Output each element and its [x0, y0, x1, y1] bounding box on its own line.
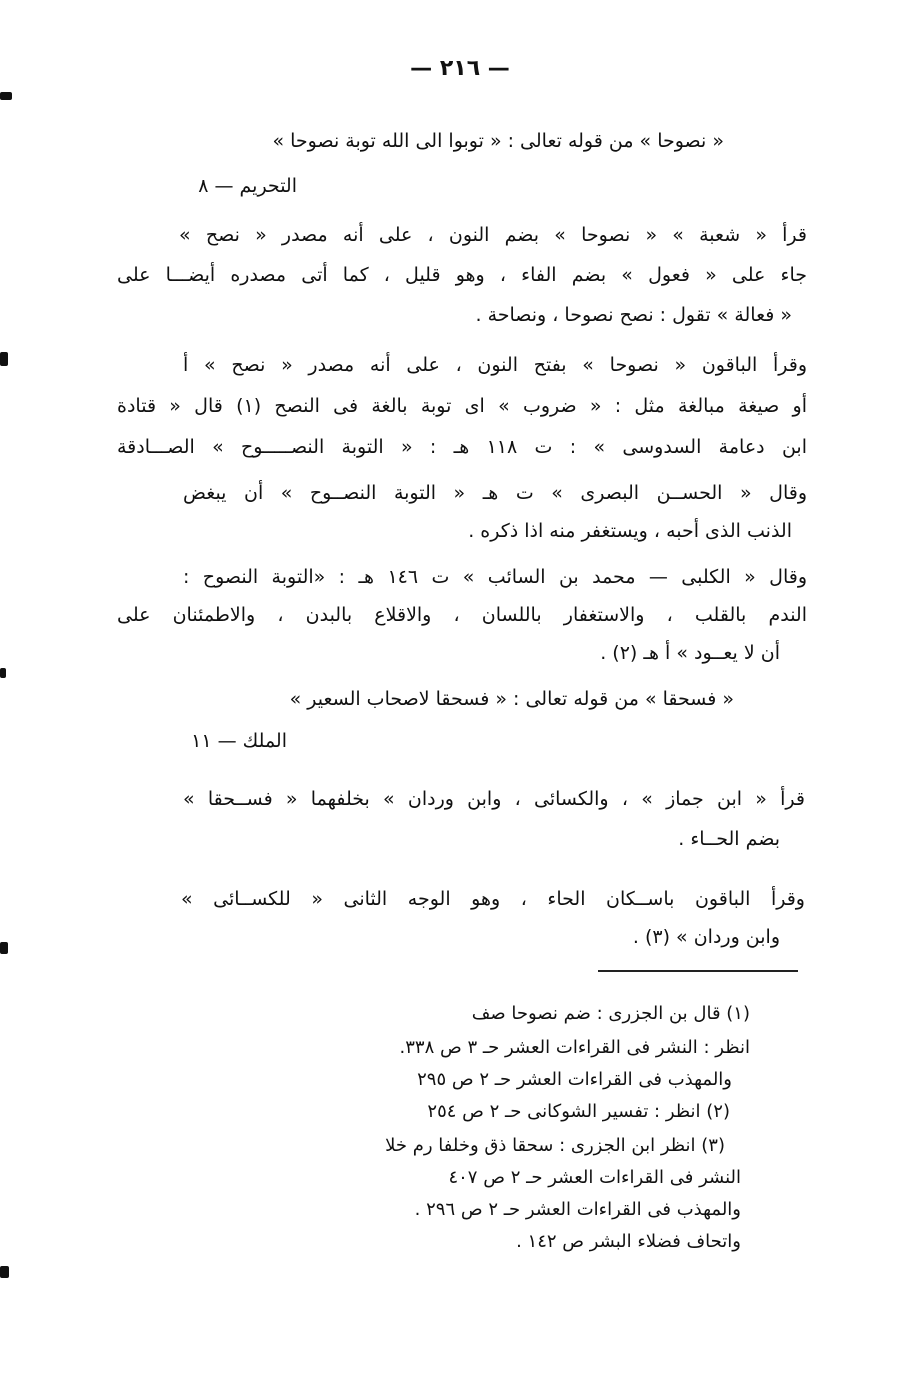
scan-mark — [0, 942, 8, 954]
scan-mark — [0, 668, 6, 678]
paragraph-line: قرأ « ابن جماز » ، والكسائى ، وابن وردان » بخلفهما « فســحقا » — [183, 788, 805, 810]
scan-mark — [0, 1266, 9, 1278]
footnote-line: والمهذب فى القراءات العشر حـ ٢ ص ٢٩٥ — [417, 1069, 732, 1090]
footnote-separator — [598, 970, 798, 972]
paragraph-line: وقال « الكلبى — محمد بن السائب » ت ١٤٦ هـ : «التوبة النصوح : — [183, 566, 807, 588]
footnote-line: (١) قال بن الجزرى : ضم نصوحا صف — [471, 1003, 750, 1024]
footnote-line: واتحاف فضلاء البشر ص ١٤٢ . — [516, 1231, 741, 1252]
paragraph-line: وقرأ الباقون « نصوحا » بفتح النون ، على أنه مصدر « نصح » أ — [183, 354, 807, 376]
footnote-line: النشر فى القراءات العشر حـ ٢ ص ٤٠٧ — [448, 1167, 741, 1188]
paragraph-line: الذنب الذى أحبه ، ويستغفر منه اذا ذكره . — [468, 520, 792, 542]
paragraph-line: وقال « الحســن البصرى » ت هـ « التوبة النصــوح » أن يبغض — [183, 482, 807, 504]
page-number: — ٢١٦ — — [410, 56, 510, 81]
scan-mark — [0, 92, 12, 100]
paragraph-line: أن لا يعــود » أ هـ (٢) . — [600, 642, 780, 664]
footnote-line: انظر : النشر فى القراءات العشر حـ ٣ ص ٣٣٨. — [399, 1037, 750, 1058]
paragraph-line: قرأ « شعبة » « نصوحا » بضم النون ، على أنه مصدر « نصح » — [179, 224, 807, 246]
footnote-line: (٣) انظر ابن الجزرى : سحقا ذق وخلفا رم خلا — [385, 1135, 725, 1156]
surah-reference-mulk: الملك — ١١ — [191, 730, 287, 752]
paragraph-line: « فعالة » تقول : نصح نصوحا ، ونصاحة . — [475, 304, 792, 326]
paragraph-line: أو صيغة مبالغة مثل : « ضروب » اى توبة بالغة فى النصح (١) قال « قتادة — [117, 395, 807, 417]
surah-reference-tahrim: التحريم — ٨ — [198, 175, 297, 197]
scan-mark — [0, 352, 8, 366]
verse-heading-nasuha: « نصوحا » من قوله تعالى : « توبوا الى الله توبة نصوحا » — [272, 130, 724, 152]
paragraph-line: وقرأ الباقون باســكان الحاء ، وهو الوجه الثانى « للكســائى » — [181, 888, 805, 910]
paragraph-line: ابن دعامة السدوسى » : ت ١١٨ هـ : « التوبة النصـــــوح » الصـــادقة — [117, 436, 807, 458]
paragraph-line: بضم الحــاء . — [678, 828, 780, 850]
paragraph-line: الندم بالقلب ، والاستغفار باللسان ، والاقلاع بالبدن ، والاطمئنان على — [117, 604, 807, 626]
footnote-line: والمهذب فى القراءات العشر حـ ٢ ص ٢٩٦ . — [414, 1199, 741, 1220]
verse-heading-fasuhqan: « فسحقا » من قوله تعالى : « فسحقا لاصحاب السعير » — [289, 688, 734, 710]
footnote-line: (٢) انظر : تفسير الشوكانى حـ ٢ ص ٢٥٤ — [427, 1101, 730, 1122]
paragraph-line: وابن وردان » (٣) . — [632, 926, 780, 948]
paragraph-line: جاء على « فعول » بضم الفاء ، وهو قليل ، كما أتى مصدره أيضـــا على — [117, 264, 807, 286]
